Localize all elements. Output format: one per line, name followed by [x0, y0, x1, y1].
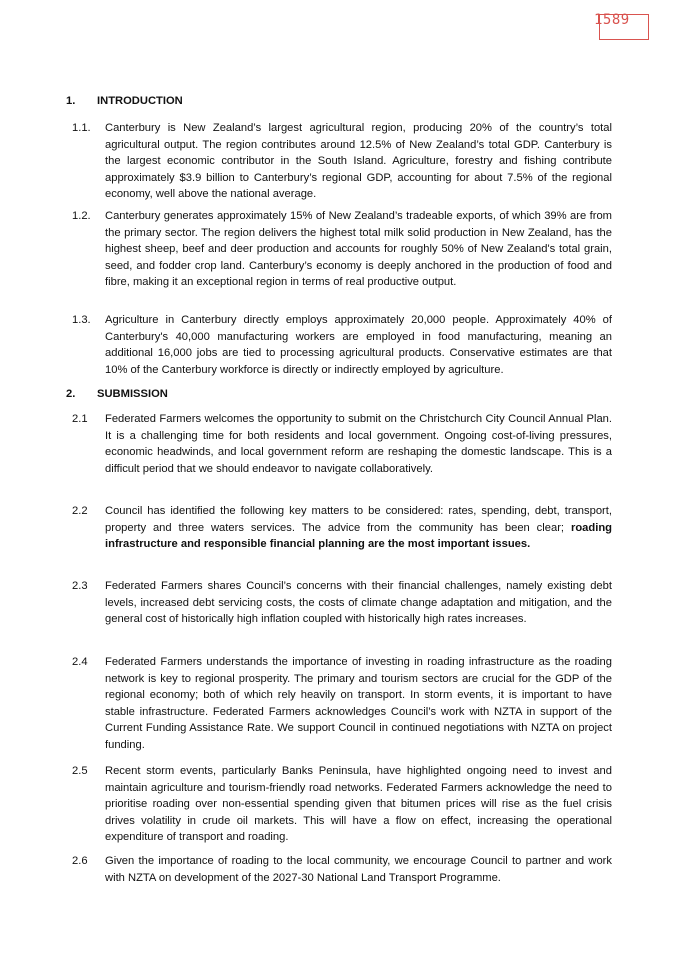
paragraph-text: Canterbury is New Zealand’s largest agricultural region, producing 20% of the country’s total agricultural output. The region contributes around 12.5% of New Zealand’s total GDP. Canterbury is the largest economic contributor in the South Island. Agriculture, forestry and fishing contribute approximately $3.9 billion to Canterbury’s regional GDP, accounting for about 7.5% of the regional economy, well above the national average. — [105, 122, 612, 201]
paragraph-number: 2.2 — [72, 505, 88, 517]
section-number: 1. — [66, 95, 76, 107]
paragraph-text: Federated Farmers understands the importance of investing in roading infrastructure as the roading network is key to regional prosperity. The primary and tourism sectors are crucial for the GDP of the regional economy; both of which rely heavily on transport. In storm events, it is important to have stable infrastructure. Federated Farmers acknowledges Council’s work with NZTA in support of the Current Funding Assistance Rate. We support Council in continued negotiations with NZTA on project funding. — [105, 656, 612, 751]
paragraph-number: 2.6 — [72, 855, 88, 867]
paragraph-text: Recent storm events, particularly Banks Peninsula, have highlighted ongoing need to invest and maintain agriculture and tourism-friendly road networks. Federated Farmers acknowledge the need to prioritise roading over non-essential spending given that bitumen prices will rise as the fuel crisis drives volatility in crude oil markets. This will have a flow on effect, increasing the operational expenditure of transport and roading. — [105, 765, 612, 844]
paragraph-number: 1.2. — [72, 210, 91, 222]
paragraph-number: 2.3 — [72, 580, 88, 592]
section-title: SUBMISSION — [97, 388, 168, 400]
paragraph-text: Given the importance of roading to the local community, we encourage Council to partner and work with NZTA on development of the 2027-30 National Land Transport Programme. — [105, 855, 612, 884]
page-number-stamp — [594, 12, 649, 40]
paragraph-text: Federated Farmers welcomes the opportunity to submit on the Christchurch City Council Annual Plan. It is a challenging time for both residents and local government. Ongoing cost-of-living pressures, economic headwinds, and local government reform are reshaping the domestic landscape. This is a difficult period that we should endeavor to navigate collaboratively. — [105, 413, 612, 475]
paragraph-text: Agriculture in Canterbury directly employs approximately 20,000 people. Approximately 40% of Canterbury's 40,000 manufacturing workers are employed in food manufacturing, meaning an additional 16,000 jobs are tied to processing agricultural products. Conservative estimates are that 10% of the Canterbury workforce is directly or indirectly employed by agriculture. — [105, 314, 612, 376]
paragraph-number: 1.3. — [72, 314, 91, 326]
paragraph-text-bold-end: . — [527, 538, 531, 551]
paragraph-text-bold: roading infrastructure and responsible financial planning are the most important issues — [105, 521, 612, 551]
section-number: 2. — [66, 388, 76, 400]
paragraph-number: 2.4 — [72, 656, 88, 668]
paragraph-text-plain: Council has identified the following key matters to be considered: rates, spending, debt, transport, property and three waters services. The advice from the community has been clear; — [105, 505, 612, 534]
paragraph-text: Federated Farmers shares Council’s concerns with their financial challenges, namely existing debt levels, increased debt servicing costs, the costs of climate change adaptation and mitigation, and the general cost of historically high inflation coupled with historically high rates increases. — [105, 580, 612, 626]
paragraph-number: 1.1. — [72, 122, 91, 134]
paragraph-text — [105, 503, 612, 553]
page-number: 1589 — [594, 12, 630, 28]
section-title: INTRODUCTION — [97, 95, 183, 107]
paragraph-number: 2.1 — [72, 413, 88, 425]
paragraph-text: Canterbury generates approximately 15% of New Zealand’s tradeable exports, of which 39% are from the primary sector. The region delivers the highest total milk solid production in New Zealand, has the highest sheep, beef and deer production and accounts for roughly 50% of New Zealand's total grain, seed, and fodder crop land. Canterbury’s economy is deeply anchored in the production of food and fibre, making it an exceptional region in terms of real productive output. — [105, 210, 612, 289]
paragraph-number: 2.5 — [72, 765, 88, 777]
